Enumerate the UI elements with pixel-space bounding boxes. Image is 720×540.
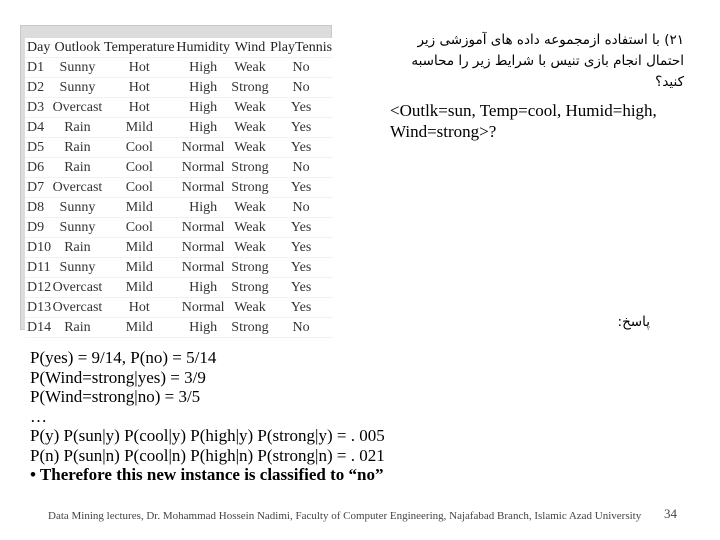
table-row	[25, 138, 333, 158]
cell-playtennis: No	[269, 198, 333, 218]
cell-wind: Strong	[231, 78, 269, 98]
table-row	[25, 158, 333, 178]
cell-temperature: Mild	[103, 318, 176, 338]
cell-temperature: Cool	[103, 158, 176, 178]
cell-playtennis: No	[269, 158, 333, 178]
cell-temperature: Cool	[103, 138, 176, 158]
page-number: 34	[664, 506, 677, 521]
header-temperature: Temperature	[103, 38, 176, 58]
cell-outlook: Sunny	[52, 198, 103, 218]
cell-temperature: Hot	[103, 58, 176, 78]
cell-wind: Weak	[231, 198, 269, 218]
cell-humidity: High	[176, 118, 231, 138]
calc-line-wind-no: P(Wind=strong|no) = 3/5	[30, 387, 201, 406]
cell-outlook: Sunny	[52, 218, 103, 238]
cell-day: D9	[25, 218, 52, 238]
cell-playtennis: Yes	[269, 218, 333, 238]
training-data-table-frame	[20, 25, 333, 335]
table-row	[25, 58, 333, 78]
table-row	[25, 98, 333, 118]
header-day: Day	[25, 38, 52, 58]
header-humidity: Humidity	[176, 38, 231, 58]
cell-wind: Weak	[231, 138, 269, 158]
cell-outlook: Rain	[52, 138, 103, 158]
cell-humidity: Normal	[176, 178, 231, 198]
cell-humidity: High	[176, 198, 231, 218]
cell-wind: Strong	[231, 278, 269, 298]
cell-outlook: Sunny	[52, 78, 103, 98]
cell-humidity: High	[176, 278, 231, 298]
header-outlook: Outlook	[52, 38, 103, 58]
cell-outlook: Overcast	[52, 178, 103, 198]
cell-playtennis: Yes	[269, 118, 333, 138]
cell-wind: Strong	[231, 258, 269, 278]
cell-temperature: Mild	[103, 258, 176, 278]
cell-playtennis: No	[269, 318, 333, 338]
cell-day: D12	[25, 278, 52, 298]
answer-label: پاسخ:	[617, 314, 650, 330]
cell-humidity: Normal	[176, 238, 231, 258]
query-line-2: Wind=strong>?	[390, 122, 497, 141]
cell-playtennis: Yes	[269, 98, 333, 118]
cell-temperature: Mild	[103, 278, 176, 298]
question-text	[364, 30, 684, 93]
cell-wind: Weak	[231, 238, 269, 258]
cell-day: D13	[25, 298, 52, 318]
cell-outlook: Rain	[52, 118, 103, 138]
cell-day: D4	[25, 118, 52, 138]
cell-day: D7	[25, 178, 52, 198]
cell-outlook: Overcast	[52, 298, 103, 318]
cell-outlook: Rain	[52, 318, 103, 338]
cell-wind: Strong	[231, 158, 269, 178]
footer-credit: Data Mining lectures, Dr. Mohammad Hossein Nadimi, Faculty of Computer Engineering, Najafabad Branch, Islamic Azad University	[48, 510, 642, 522]
cell-outlook: Rain	[52, 238, 103, 258]
cell-day: D1	[25, 58, 52, 78]
cell-humidity: High	[176, 318, 231, 338]
cell-wind: Strong	[231, 318, 269, 338]
cell-outlook: Sunny	[52, 258, 103, 278]
cell-humidity: Normal	[176, 218, 231, 238]
cell-playtennis: Yes	[269, 238, 333, 258]
cell-day: D5	[25, 138, 52, 158]
cell-day: D14	[25, 318, 52, 338]
cell-day: D8	[25, 198, 52, 218]
table-row	[25, 318, 333, 338]
query-line-1: <Outlk=sun, Temp=cool, Humid=high,	[390, 101, 657, 120]
cell-wind: Weak	[231, 298, 269, 318]
cell-wind: Weak	[231, 218, 269, 238]
cell-playtennis: Yes	[269, 298, 333, 318]
cell-humidity: High	[176, 78, 231, 98]
cell-temperature: Mild	[103, 118, 176, 138]
cell-playtennis: Yes	[269, 278, 333, 298]
calc-line-ellipsis: …	[30, 406, 47, 426]
table-row	[25, 218, 333, 238]
cell-day: D3	[25, 98, 52, 118]
calc-line-product-yes: P(y) P(sun|y) P(cool|y) P(high|y) P(strong|y) = . 005	[30, 426, 385, 445]
cell-wind: Strong	[231, 178, 269, 198]
table-row	[25, 278, 333, 298]
calc-conclusion: • Therefore this new instance is classified to “no”	[30, 465, 384, 484]
cell-temperature: Cool	[103, 178, 176, 198]
table-row	[25, 258, 333, 278]
calc-line-product-no: P(n) P(sun|n) P(cool|n) P(high|n) P(strong|n) = . 021	[30, 445, 385, 465]
table-row	[25, 118, 333, 138]
cell-day: D10	[25, 238, 52, 258]
cell-temperature: Hot	[103, 298, 176, 318]
cell-wind: Weak	[231, 118, 269, 138]
cell-playtennis: No	[269, 58, 333, 78]
cell-temperature: Mild	[103, 198, 176, 218]
calc-line-priors: P(yes) = 9/14, P(no) = 5/14	[30, 348, 217, 367]
table-row	[25, 78, 333, 98]
cell-day: D2	[25, 78, 52, 98]
cell-outlook: Rain	[52, 158, 103, 178]
table-body	[25, 58, 333, 338]
cell-playtennis: Yes	[269, 138, 333, 158]
cell-playtennis: Yes	[269, 258, 333, 278]
calculation-block	[30, 348, 690, 485]
cell-humidity: High	[176, 98, 231, 118]
question-line-2: احتمال انجام بازی تنیس با شرایط زیر را محاسبه	[411, 53, 684, 69]
training-data-table	[25, 38, 333, 338]
cell-day: D11	[25, 258, 52, 278]
table-row	[25, 238, 333, 258]
cell-humidity: High	[176, 58, 231, 78]
cell-temperature: Mild	[103, 238, 176, 258]
cell-humidity: Normal	[176, 258, 231, 278]
cell-humidity: Normal	[176, 298, 231, 318]
cell-wind: Weak	[231, 98, 269, 118]
cell-temperature: Hot	[103, 78, 176, 98]
question-line-3: کنید؟	[655, 74, 684, 90]
calc-line-wind-yes: P(Wind=strong|yes) = 3/9	[30, 367, 206, 387]
cell-outlook: Overcast	[52, 278, 103, 298]
table-header-row	[25, 38, 333, 58]
cell-humidity: Normal	[176, 158, 231, 178]
cell-playtennis: No	[269, 78, 333, 98]
table-row	[25, 298, 333, 318]
cell-temperature: Cool	[103, 218, 176, 238]
cell-day: D6	[25, 158, 52, 178]
header-playtennis: PlayTennis	[269, 38, 333, 58]
cell-outlook: Sunny	[52, 58, 103, 78]
header-wind: Wind	[231, 38, 269, 58]
table-row	[25, 178, 333, 198]
cell-temperature: Hot	[103, 98, 176, 118]
cell-wind: Weak	[231, 58, 269, 78]
cell-playtennis: Yes	[269, 178, 333, 198]
question-line-1: ۲۱) با استفاده ازمجموعه داده های آموزشی زیر	[417, 32, 684, 48]
cell-outlook: Overcast	[52, 98, 103, 118]
query-instance	[390, 100, 700, 142]
cell-humidity: Normal	[176, 138, 231, 158]
table-row	[25, 198, 333, 218]
